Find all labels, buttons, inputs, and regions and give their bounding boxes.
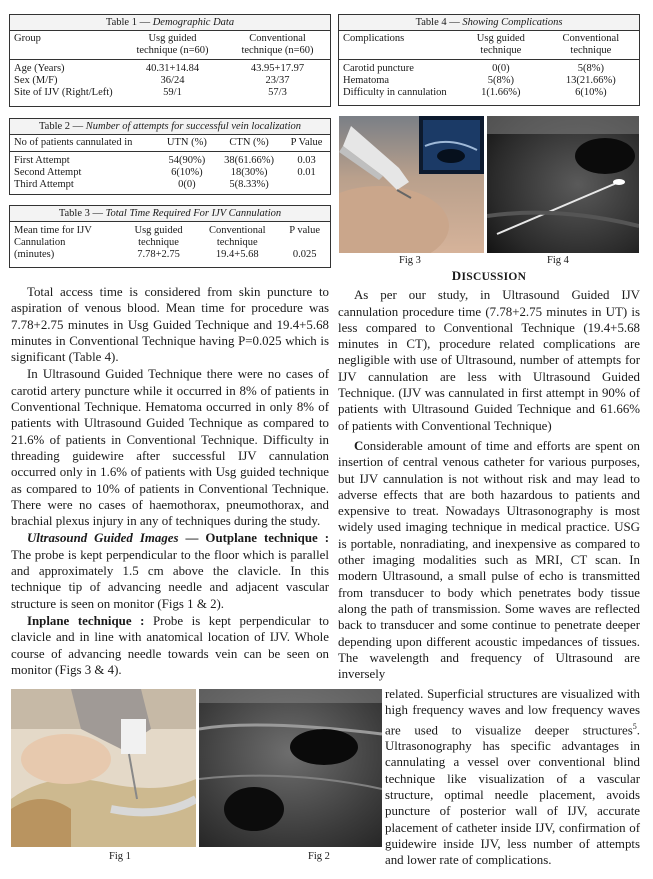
table-cell: 23/37	[265, 75, 290, 86]
table-cell: 54(90%)	[168, 155, 206, 166]
right-paragraph-2: Considerable amount of time and efforts are spent on insertion of central venous catheter for various purposes, but IJV cannulation is not without risk and may lead to adverse effects that are both hazardous to patients and expensive to treat. Nowadays Ultrasonography is most widely used imaging technique in medical practice. USG is portable, nonradiating, and inexpensive as compared to other imaging modalities such as MRI, CT scan. In modern Ultrasound, a small pulse of echo is transmitted from transducer to body which penetrates body tissue along the path of transmission. Some waves are reflected back to transducer and some continue to penetrate deeper depending upon different acoustic impedances of tissues. The wavelength and frequency of Ultrasound are inversely	[338, 438, 640, 682]
table-cell: 0(0)	[492, 63, 510, 74]
left-text-column	[11, 284, 329, 678]
right-text-column	[338, 268, 640, 682]
table-row	[339, 75, 639, 87]
table-cell: 5(8%)	[487, 75, 514, 86]
table-row	[10, 152, 330, 168]
table-cell: 5(8.33%)	[229, 179, 269, 190]
right-paragraph-3: related. Superficial structures are visualized with high frequency waves and low frequency waves are used to visualize deeper structures$^5$. Ultrasonography has specific advantages in cannulating a vessel over conventional blind technique like visualization of a vascular structure, optimal needle placement, avoids puncture of posterior wall of IJV, accurate placement of catheter inside IJV, confirmation of guidewire inside IJV, less number of attempts and lower rate of complications.	[385, 687, 640, 868]
table-cell: 6(10%)	[575, 87, 607, 98]
table-cell: 13(21.66%)	[565, 75, 616, 86]
table-cell: 1(1.66%)	[481, 87, 521, 98]
table-cell: Second Attempt	[14, 167, 82, 178]
table-row	[10, 167, 330, 179]
table-cell: P value 0.025	[289, 225, 321, 260]
left-paragraph-2: In Ultrasound Guided Technique there were no cases of carotid artery puncture while it occurred in 8% of patients in Conventional Technique. Hematoma occurred in only 8% of patients with Ultrasound Guided Technique as compared to 21.6% of patients in Conventional Technique. Difficulty in threading guidewire after successful IJV cannulation occurred only in 1.6% of patients with Usg guided technique as compared to 10% of patients in Conventional Technique. There were no cases of haemothorax, pneumothorax, and brachial plexus injury in any of techniques during the study.	[11, 367, 329, 529]
figure-3-image	[339, 116, 484, 253]
table-header-cell: Group	[10, 31, 120, 60]
table-cell: 40.31+14.84	[145, 63, 200, 74]
table-header-cell: Conventional technique	[543, 31, 639, 60]
table-header-cell: P Value	[283, 135, 330, 152]
table-3-caption: Table 3 — Total Time Required For IJV Cannulation	[10, 206, 330, 222]
table-cell: 6(10%)	[171, 167, 203, 178]
figure-1-caption: Fig 1	[109, 851, 131, 862]
table-cell: 36/24	[160, 75, 185, 86]
table-cell: 0.03	[297, 155, 316, 166]
table-cell: 18(30%)	[230, 167, 268, 178]
figure-2-image	[199, 689, 382, 847]
table-row	[10, 87, 330, 99]
figure-3-caption: Fig 3	[399, 255, 421, 266]
ultrasound-guided-images-heading: Ultrasound Guided Images	[27, 531, 179, 546]
table-1-header-row	[10, 31, 330, 60]
discussion-heading: DISCUSSION	[451, 268, 527, 283]
right-text-column-wrap	[385, 686, 640, 869]
table-cell: 0(0)	[178, 179, 196, 190]
left-paragraph-3: Ultrasound Guided Images — Outplane technique : The probe is kept perpendicular to the floor which is parallel and approximately 1.5 cm above the clavicle. In this technique tip of advancing needle and adjacent vascular structure is seen on monitor (Figs 1 & 2).	[11, 531, 330, 611]
table-4-caption: Table 4 — Showing Complications	[339, 15, 639, 31]
table-cell: 43.95+17.97	[250, 63, 305, 74]
table-cell	[283, 179, 330, 191]
table-header-cell: Conventional technique (n=60)	[225, 31, 330, 60]
table-row	[339, 87, 639, 99]
figure-4-caption: Fig 4	[547, 255, 569, 266]
table-4	[338, 14, 640, 106]
table-1-caption: Table 1 — Demographic Data	[10, 15, 330, 31]
table-cell: Difficulty in cannulation	[343, 87, 447, 98]
table-cell: Age (Years)	[14, 63, 65, 74]
table-cell: Conventional technique 19.4+5.68	[208, 225, 266, 260]
table-cell: 0.01	[297, 167, 316, 178]
left-paragraph-1: Total access time is considered from skin puncture to aspiration of venous blood. Mean time for procedure was 7.78+2.75 minutes in Usg Guided Technique and 19.4+5.68 minutes in Conventional Technique having P=0.025 which is significant (Table 4).	[11, 285, 329, 365]
table-2-caption: Table 2 — Number of attempts for successful vein localization	[10, 119, 330, 135]
table-3	[9, 205, 331, 268]
table-header-cell: UTN (%)	[159, 135, 215, 152]
outplane-technique-heading: Outplane technique :	[205, 531, 330, 546]
table-cell: 5(8%)	[577, 63, 604, 74]
table-row	[10, 75, 330, 87]
table-cell: First Attempt	[14, 155, 70, 166]
figure-1-image	[11, 689, 196, 847]
table-4-header-row	[339, 31, 639, 60]
table-2	[9, 118, 331, 195]
table-header-cell: CTN (%)	[215, 135, 283, 152]
table-cell: 57/3	[268, 87, 287, 98]
table-cell: Hematoma	[343, 75, 390, 86]
table-cell: Site of IJV (Right/Left)	[14, 87, 113, 98]
table-cell: Third Attempt	[14, 179, 74, 190]
table-cell: Sex (M/F)	[14, 75, 58, 86]
table-cell: Usg guided technique 7.78+2.75	[134, 225, 183, 260]
right-paragraph-1: As per our study, in Ultrasound Guided IJV cannulation procedure time (7.78+2.75 minutes in UT) is less compared to Conventional Technique (19.4+5.68 minutes in CT), procedure related complications are negligible with use of Ultrasound, number of attempts for IJV cannulation are less with Ultrasound Guided Technique. (IJV was cannulated in first attempt in 90% of patients with Ultrasound Guided Technique and 61.66% of patients with Conventional Technique)	[338, 288, 640, 433]
table-cell: 59/1	[163, 87, 182, 98]
table-header-cell: No of patients cannulated in	[10, 135, 159, 152]
table-cell: Mean time for IJV Cannulation (minutes)	[14, 225, 92, 260]
figure-2-caption: Fig 2	[308, 851, 330, 862]
table-row	[339, 60, 639, 76]
inplane-technique-heading: Inplane technique :	[27, 613, 145, 628]
table-row	[10, 222, 330, 261]
table-row	[10, 60, 330, 76]
table-cell: 38(61.66%)	[224, 155, 275, 166]
table-header-cell: Complications	[339, 31, 459, 60]
table-1	[9, 14, 331, 107]
table-header-cell: Usg guided technique (n=60)	[120, 31, 225, 60]
table-2-header-row	[10, 135, 330, 152]
table-cell: Carotid puncture	[343, 63, 414, 74]
table-header-cell: Usg guided technique	[459, 31, 543, 60]
left-paragraph-4: Inplane technique : Probe is kept perpendicular to clavicle and in line with anatomical location of IJV. Whole course of advancing needle towards vein can be seen on monitor (Figs 3 & 4).	[11, 613, 329, 677]
table-row	[10, 179, 330, 191]
figure-4-image	[487, 116, 639, 253]
